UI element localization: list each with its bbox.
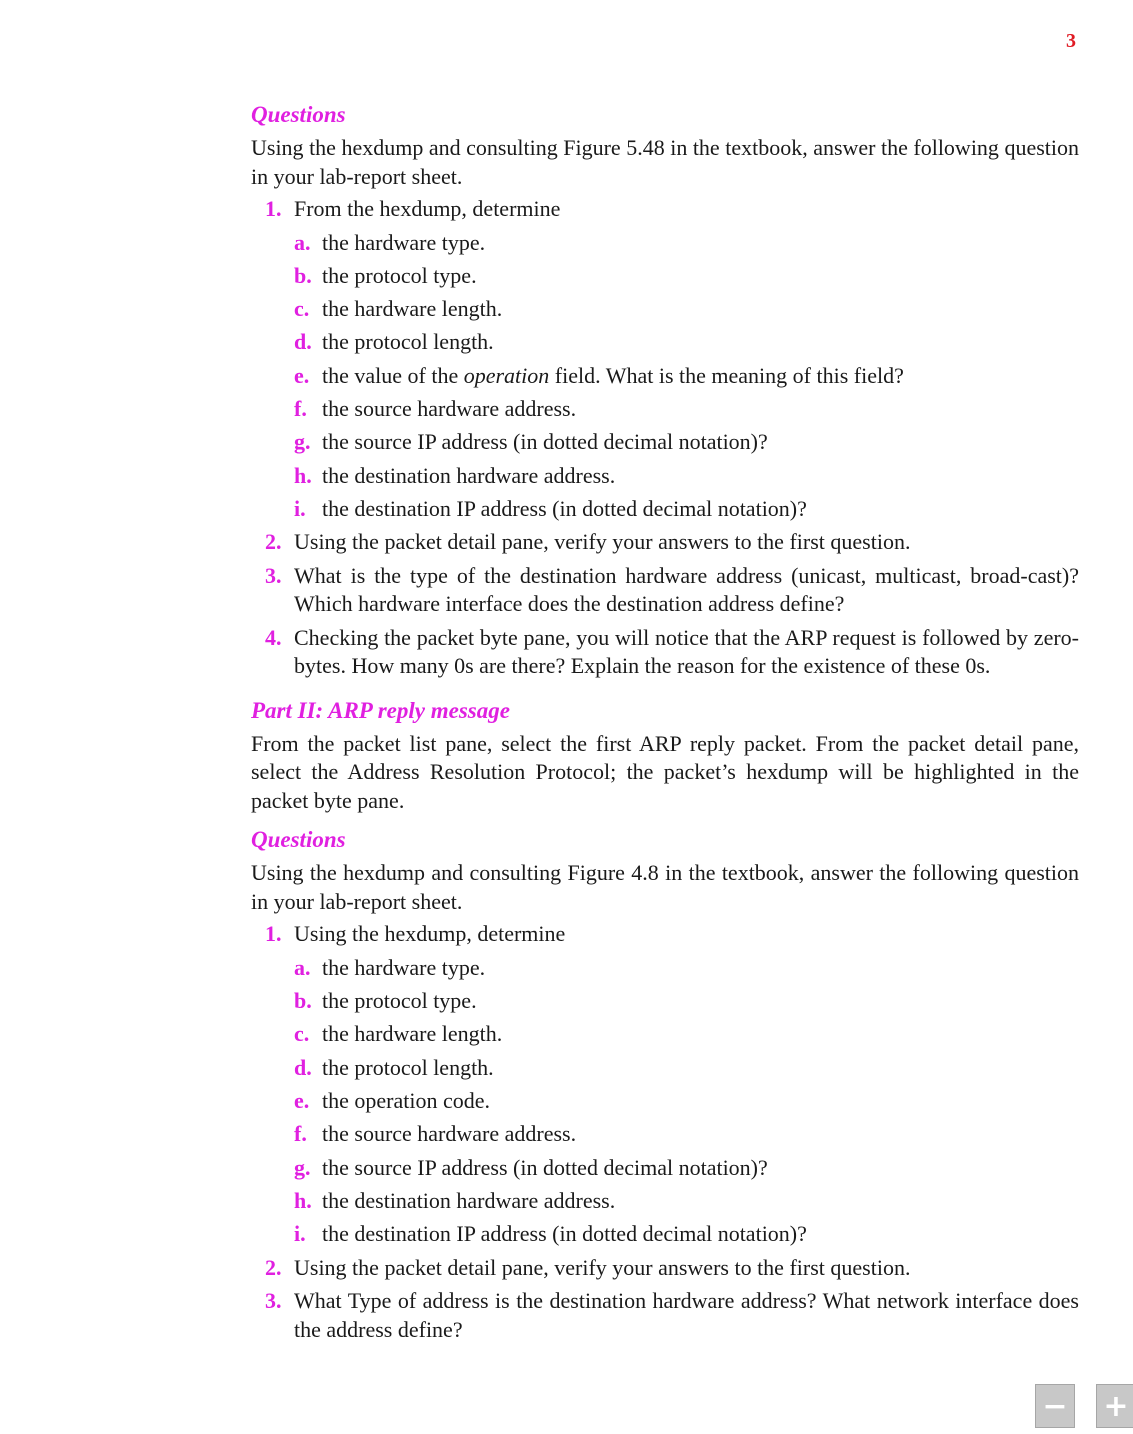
sub-question-text: the protocol length. [322,1054,494,1080]
sub-question-letter: a. [294,954,311,980]
sub-question-letter: f. [294,395,307,421]
sub-question-text: the hardware type. [322,229,486,255]
sub-question [294,328,1079,357]
question-item [251,920,1079,1248]
document-content [251,100,1079,1349]
sub-question-letter: a. [294,229,311,255]
sub-question-text: the source IP address (in dotted decimal notation)? [322,429,768,455]
sub-question-text: the protocol type. [322,988,477,1014]
sub-question-text: the protocol length. [322,329,494,355]
question-text: Using the packet detail pane, verify your answers to the first question. [294,529,911,555]
question-item [251,195,1079,523]
sub-question [294,428,1079,457]
sub-question [294,954,1079,983]
section2-intro: Using the hexdump and consulting Figure 4.8 in the textbook, answer the following question in your lab-report sheet. [251,860,1079,914]
question-item [251,562,1079,619]
sub-question [294,462,1079,491]
sub-question [294,229,1079,258]
sub-question-letter: h. [294,1187,312,1213]
question-number: 4. [265,624,282,650]
sub-question-list [294,954,1079,1249]
question-text: From the hexdump, determine [294,196,561,221]
sub-question-text: the destination hardware address. [322,1187,616,1213]
zoom-out-button[interactable] [1035,1384,1075,1428]
sub-question-letter: b. [294,988,312,1014]
sub-question [294,1220,1079,1249]
sub-question [294,395,1079,424]
sub-question-text: the destination IP address (in dotted decimal notation)? [322,1221,807,1247]
page-number: 3 [1066,30,1076,52]
section-heading-part-ii: Part II: ARP reply message [251,697,510,723]
sub-question-letter: i. [294,1221,306,1247]
sub-question [294,987,1079,1016]
sub-question [294,1154,1079,1183]
sub-question-text: the source hardware address. [322,395,577,421]
question-text: Checking the packet byte pane, you will notice that the ARP request is followed by zero-bytes. How many 0s are there? Explain the reason for the existence of these 0s. [294,624,1079,679]
question-number: 2. [265,529,282,555]
question-text: Using the packet detail pane, verify your answers to the first question. [294,1254,911,1280]
sub-question-text: the protocol type. [322,262,477,288]
sub-question [294,495,1079,524]
question-number: 2. [265,1254,282,1280]
question-number: 1. [265,196,282,221]
section-heading-questions-1: Questions [251,102,346,127]
sub-question-text: the destination hardware address. [322,462,616,488]
sub-question-text: the destination IP address (in dotted decimal notation)? [322,495,807,521]
section1-intro: Using the hexdump and consulting Figure 5.48 in the textbook, answer the following question in your lab-report sheet. [251,135,1079,189]
sub-question-text: the hardware length. [322,1021,503,1047]
sub-question-letter: b. [294,262,312,288]
part2-text: From the packet list pane, select the first ARP reply packet. From the packet detail pane, select the Address Resolution Protocol; the packet’s hexdump will be highlighted in the packet byte pane. [251,730,1079,813]
sub-question [294,362,1079,391]
question-item [251,624,1079,681]
question-text: Using the hexdump, determine [294,921,566,947]
sub-question-letter: i. [294,495,306,521]
sub-question-text: the source IP address (in dotted decimal notation)? [322,1154,768,1180]
sub-question [294,1020,1079,1049]
sub-question-text: the hardware type. [322,954,486,980]
question-text: What Type of address is the destination hardware address? What network interface does the address define? [294,1288,1079,1342]
sub-question-letter: d. [294,329,312,355]
minus-icon: − [1042,1388,1068,1424]
sub-question-letter: c. [294,1021,310,1047]
sub-question-letter: h. [294,462,312,488]
section2-question-list [251,920,1079,1344]
sub-question-text-pre: the value of the [322,362,464,388]
zoom-in-button[interactable] [1096,1384,1133,1428]
sub-question-text: the hardware length. [322,296,503,322]
question-text: What is the type of the destination hardware address (unicast, multicast, broad-cast)? Which hardware interface does the destination address define? [294,562,1079,617]
sub-question [294,1120,1079,1149]
sub-question-letter: g. [294,429,311,455]
question-item [251,1254,1079,1283]
question-number: 3. [265,562,282,588]
sub-question-letter: e. [294,1088,310,1114]
plus-icon: + [1103,1388,1129,1424]
sub-question [294,1054,1079,1083]
sub-question-letter: d. [294,1054,312,1080]
section-heading-questions-2: Questions [251,827,346,853]
sub-question-list [294,229,1079,524]
sub-question [294,295,1079,324]
question-item [251,1287,1079,1344]
sub-question [294,262,1079,291]
sub-question-letter: g. [294,1154,311,1180]
sub-question [294,1087,1079,1116]
question-number: 3. [265,1288,282,1314]
operation-term: operation [463,362,550,388]
sub-question-letter: e. [294,362,310,388]
sub-question-text: the operation code. [322,1088,490,1114]
sub-question-letter: f. [294,1121,307,1147]
sub-question-letter: c. [294,296,310,322]
sub-question-text-post: field. What is the meaning of this field? [549,362,904,388]
sub-question-text: the source hardware address. [322,1121,577,1147]
question-number: 1. [265,921,282,947]
section1-question-list [251,195,1079,681]
sub-question [294,1187,1079,1216]
question-item [251,528,1079,557]
